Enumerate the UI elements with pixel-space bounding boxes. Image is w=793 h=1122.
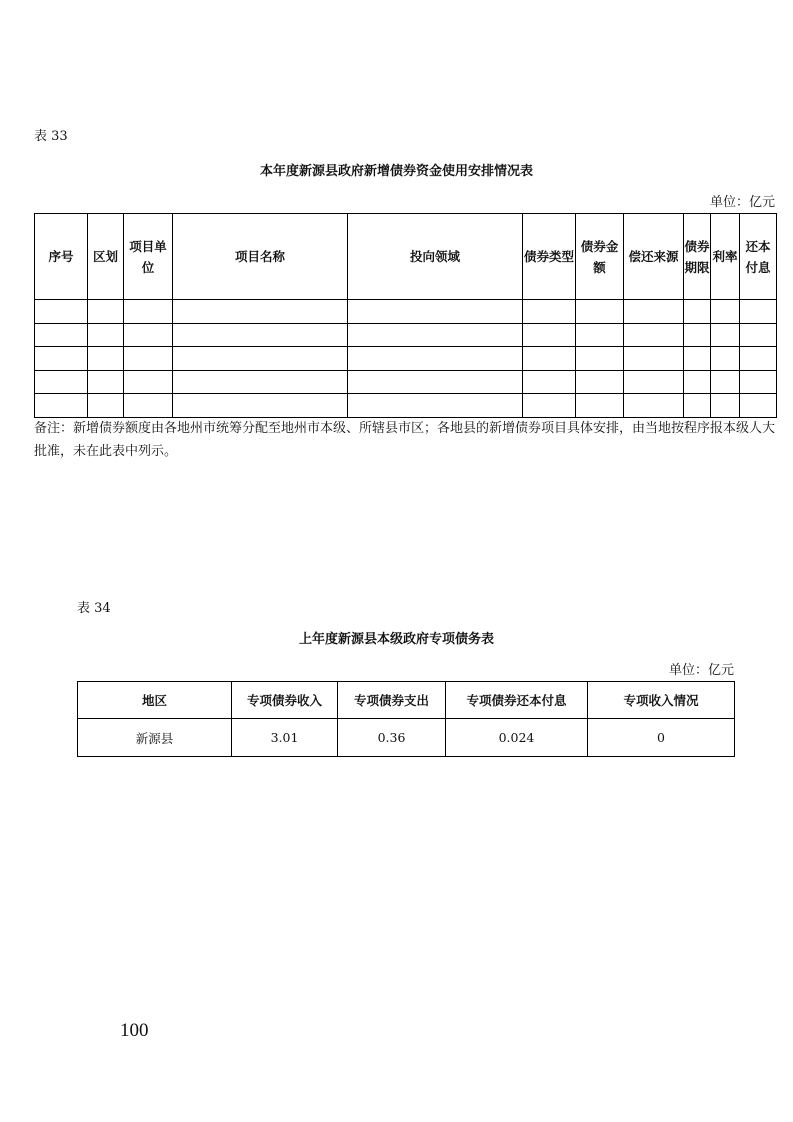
header-cell: 投向领域	[348, 214, 523, 300]
table33	[34, 213, 777, 418]
header-cell: 债券类型	[523, 214, 576, 300]
cell-expense: 0.36	[338, 719, 446, 757]
header-cell: 利率	[711, 214, 740, 300]
table-row	[35, 347, 777, 371]
header-cell: 序号	[35, 214, 88, 300]
header-cell: 专项债券还本付息	[446, 682, 588, 719]
header-cell: 专项债券收入	[232, 682, 338, 719]
cell-revenue: 0	[588, 719, 735, 757]
cell-income: 3.01	[232, 719, 338, 757]
table33-label: 表 33	[34, 129, 68, 144]
table-row	[35, 394, 777, 418]
header-cell: 专项债券支出	[338, 682, 446, 719]
table33-note: 备注：新增债券额度由各地州市统筹分配至地州市本级、所辖县市区；各地县的新增债券项目具体安排，由当地按程序报本级人大批准，未在此表中列示。	[34, 421, 776, 459]
header-cell: 地区	[78, 682, 232, 719]
header-cell: 债券期限	[684, 214, 711, 300]
page-number: 100	[120, 1020, 149, 1041]
table-row	[35, 370, 777, 394]
table34-title: 上年度新源县本级政府专项债务表	[298, 632, 494, 647]
table34-label: 表 34	[77, 601, 111, 616]
table-row	[78, 719, 735, 757]
table33-unit: 单位：亿元	[709, 195, 775, 210]
table34-header-row	[78, 682, 735, 719]
cell-repayment: 0.024	[446, 719, 588, 757]
header-cell: 专项收入情况	[588, 682, 735, 719]
table34	[77, 681, 735, 757]
header-cell: 项目名称	[173, 214, 348, 300]
header-cell: 项目单位	[124, 214, 173, 300]
header-cell: 还本付息	[740, 214, 777, 300]
header-cell: 债券金额	[576, 214, 624, 300]
table33-header-row	[35, 214, 777, 300]
table33-title: 本年度新源县政府新增债券资金使用安排情况表	[259, 164, 533, 179]
cell-region: 新源县	[78, 719, 232, 757]
header-cell: 偿还来源	[624, 214, 684, 300]
table-row	[35, 323, 777, 347]
table34-unit: 单位：亿元	[668, 663, 734, 678]
table-row	[35, 300, 777, 324]
header-cell: 区划	[88, 214, 124, 300]
